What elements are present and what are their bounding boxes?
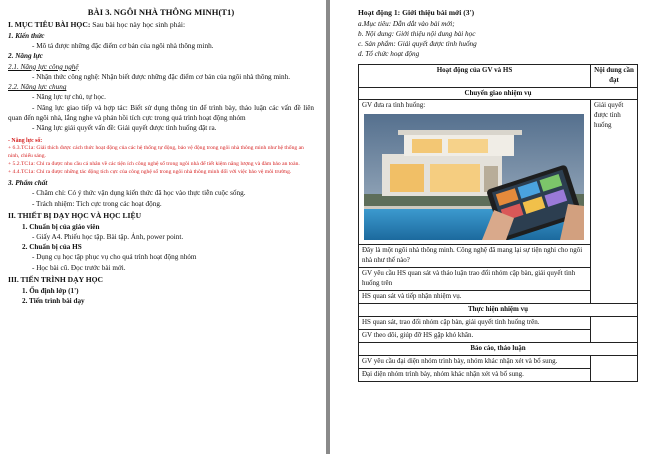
qualities-b: - Trách nhiệm: Tích cực trong các hoạt động. [32,199,162,208]
table-section-row [359,87,638,100]
knowledge-heading: 1. Kiến thức [8,31,45,40]
digital-competence-1: + 6.3.TC1a: Giải thích được cách thức hoạt động của các hệ thống tự động, bảo vệ động trong ngôi nhà thông minh như hệ thống an ninh, chiếu sáng. [8,145,304,160]
table-row [359,355,638,368]
activity-content: b. Nội dung: Giới thiệu nội dung bài học [358,30,476,38]
class-settle-heading: 1. Ổn định lớp (1') [22,286,79,295]
group-task-cell: GV yêu cầu HS quan sát và thảo luận trao đổi nhóm cặp bàn, giải quyết tình huống trên [359,268,591,291]
student-prep-b: - Học bài cũ. Đọc trước bài mới. [32,263,126,272]
table-section-row [359,304,638,317]
digital-competence-2: + 5.2.TC1a: Chỉ ra được nhu cầu cá nhân về các tiện ích công nghệ số trong ngôi nhà để tiết kiệm năng lượng và đảm bảo an toàn. [8,160,300,167]
general-competence-c: - Năng lực giải quyết vấn đề: Giải quyết được tình huống đặt ra. [32,123,217,132]
question-cell: Đây là một ngôi nhà thông minh. Công nghệ đã mang lại sự tiện nghi cho ngôi nhà như thế nào? [359,245,591,268]
digital-competence-3: + 4.4.TC1a: Chỉ ra được những tác động tích cực của công nghệ số trong ngôi nhà thông minh đối với việc bảo vệ môi trường. [8,168,292,175]
general-competence-b: - Năng lực giao tiếp và hợp tác: Biết sử dụng thông tin để trình bày, thảo luận các vấn đề liên quan đến ngôi nhà, lắng nghe và phản hồi tích cực trong quá trình hoạt động nhóm [8,103,314,122]
document-page-right [330,0,650,454]
qualities-a: - Chăm chỉ: Có ý thức vận dụng kiến thức đã học vào thực tiễn cuộc sống. [32,189,246,198]
section-objectives-heading [8,20,314,31]
lesson-progress-heading: 2. Tiến trình bài dạy [22,296,85,305]
smart-home-photo [364,114,584,240]
teacher-prep-text: - Giấy A4. Phiếu học tập. Bài tập. Ảnh, power point. [32,232,184,241]
activity-organization: d. Tổ chức hoạt động [358,50,420,59]
activity-table [358,64,638,382]
objectives-heading-rest: Sau bài học này học sinh phải: [92,20,186,30]
objectives-heading-text: I. MỤC TIÊU BÀI HỌC: [8,20,91,30]
lesson-title: BÀI 3. NGÔI NHÀ THÔNG MINH(T1) [87,7,235,17]
expected-content-cell: Giải quyết được tình huống [591,100,638,304]
general-competence-a: - Năng lực tự chủ, tự học. [32,93,106,102]
section-assign-task: Chuyển giao nhiệm vụ [359,87,638,100]
activity-product: c. Sản phẩm: Giải quyết được tình huống [358,40,477,49]
gv-support-cell: GV theo dõi, giúp đỡ HS gặp khó khăn. [359,329,591,342]
hs-observe-cell: HS quan sát, trao đổi nhóm cặp bàn, giải quyết tình huống trên. [359,317,591,330]
gv-report-cell: GV yêu cầu đại diện nhóm trình bày, nhóm khác nhận xét và bổ sung. [359,355,591,368]
section-report: Báo cáo, thảo luận [359,342,638,355]
situation-text: GV đưa ra tình huống: [362,101,426,110]
equipment-heading: II. THIẾT BỊ DẠY HỌC VÀ HỌC LIỆU [8,210,142,220]
table-header-row [359,64,638,87]
general-competence-heading: 2.2. Năng lực chung [8,83,67,92]
activity-goal: a.Mục tiêu: Dẫn dắt vào bài mới; [358,19,455,28]
hs-receive-cell: HS quan sát và tiếp nhận nhiệm vụ. [359,291,591,304]
qualities-heading: 3. Phẩm chất [8,179,48,188]
student-prep-heading: 2. Chuẩn bị của HS [22,243,82,252]
table-row [359,317,638,330]
activity-title: Hoạt động 1: Giới thiệu bài mới (3') [358,8,475,17]
tech-competence-text: - Nhận thức công nghệ: Nhận biết được những đặc điểm cơ bản của ngôi nhà thông minh. [32,72,291,81]
empty-content-cell-2 [591,355,638,381]
table-row [359,100,638,245]
knowledge-text: - Mô tả được những đặc điểm cơ bản của ngôi nhà thông minh. [32,42,214,51]
student-prep-a: - Dụng cụ học tập phục vụ cho quá trình hoạt động nhóm [32,253,197,262]
digital-competence-heading: - Năng lực số: [8,138,43,145]
section-do-task: Thực hiện nhiệm vụ [359,304,638,317]
col-header-content: Nội dung cần đạt [591,64,638,87]
situation-cell [359,100,591,245]
teacher-prep-heading: 1. Chuẩn bị của giáo viên [22,222,100,231]
tech-competence-heading: 2.1. Năng lực công nghệ [8,62,79,71]
competence-heading: 2. Năng lực [8,52,43,61]
table-section-row [359,342,638,355]
col-header-activities: Hoạt động của GV và HS [359,64,591,87]
process-heading: III. TIẾN TRÌNH DẠY HỌC [8,274,104,284]
group-present-cell: Đại diện nhóm trình bày, nhóm khác nhận xét và bổ sung. [359,368,591,381]
empty-content-cell [591,317,638,343]
